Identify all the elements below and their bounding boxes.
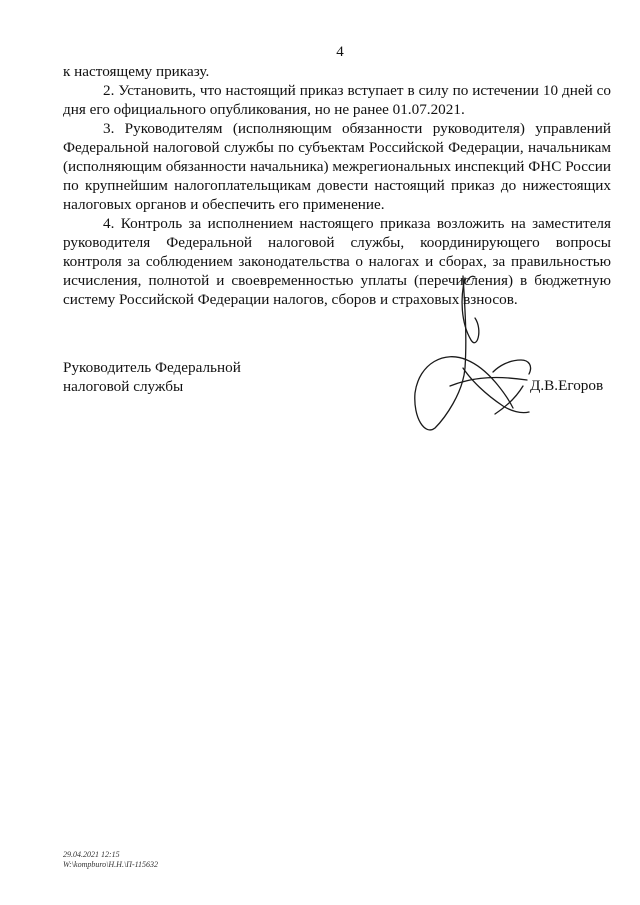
paragraph-2: 2. Установить, что настоящий приказ вступает в силу по истечении 10 дней со дня его официального опубликования, но не ранее 01.07.2021. <box>63 82 611 118</box>
footer-timestamp: 29.04.2021 12:15 <box>63 850 120 859</box>
file-footer <box>63 850 158 870</box>
signer-name: Д.В.Егоров <box>530 377 604 394</box>
paragraph-4: 4. Контроль за исполнением настоящего приказа возложить на заместителя руководителя Федеральной налоговой службы, координирующего вопросы контроля за соблюдением законодательства о налогах и сборах, за правильностью исчисления, полнотой и своевременностью уплаты (перечисления) в бюджетную систему Российской Федерации налогов, сборов и страховых взносов. <box>63 215 611 308</box>
signer-title-line-2: налоговой службы <box>63 378 184 395</box>
footer-file-path: W:\kompburo\Н.Н.\П-115632 <box>63 860 159 869</box>
paragraph-3: 3. Руководителям (исполняющим обязанности руководителя) управлений Федеральной налоговой службы по субъектам Российской Федерации, начальникам (исполняющим обязанности начальника) межрегиональных инспекций ФНС России по крупнейшим налогоплательщикам довести настоящий приказ до нижестоящих налоговых органов и обеспечить его применение. <box>63 120 611 213</box>
paragraph-continuation: к настоящему приказу. <box>63 63 210 80</box>
signer-title-line-1: Руководитель Федеральной <box>63 359 241 376</box>
signer-title <box>63 358 241 396</box>
handwritten-signature <box>405 268 565 438</box>
page-number: 4 <box>336 44 344 60</box>
